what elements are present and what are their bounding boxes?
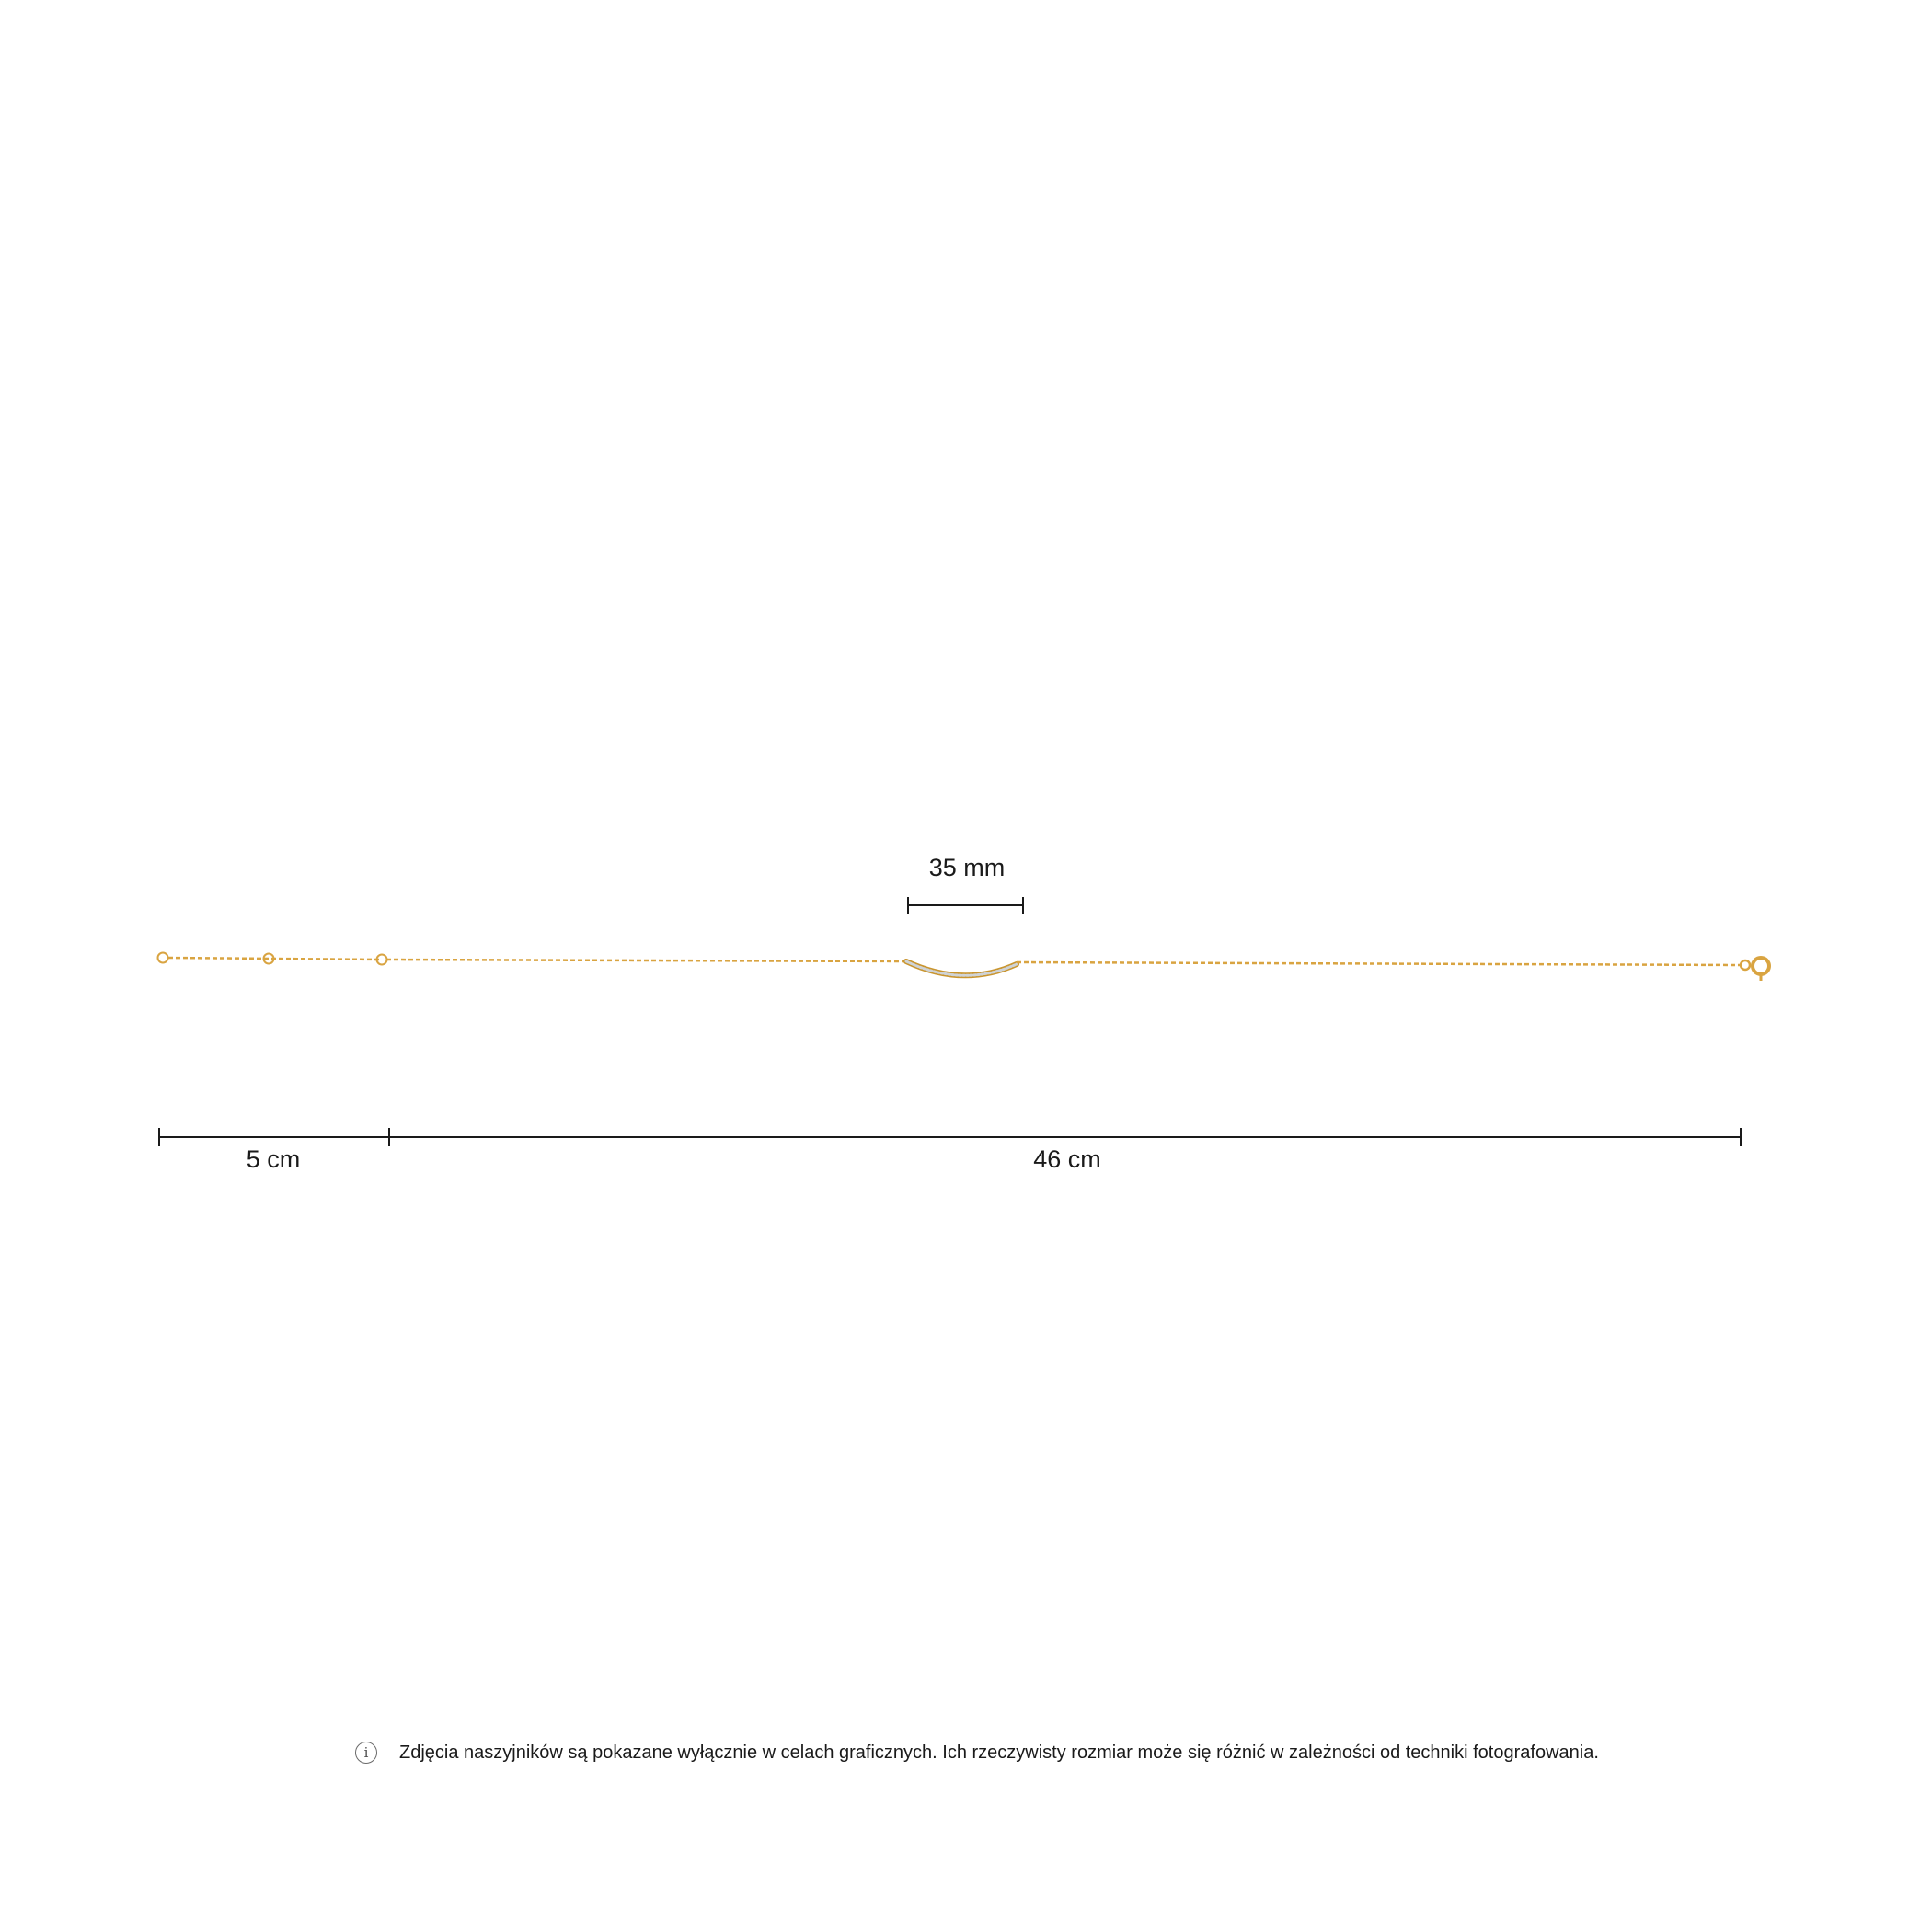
extension-length-label: 5 cm — [246, 1145, 301, 1173]
dimension-line-length — [159, 1128, 1741, 1146]
info-icon: i — [355, 1742, 377, 1764]
necklace-illustration — [158, 953, 1770, 982]
chain-right — [1017, 962, 1742, 965]
spring-ring-clasp-icon — [1741, 958, 1769, 981]
disclaimer — [355, 1742, 1599, 1764]
pendant-bar — [906, 961, 1017, 975]
extension-ring — [158, 953, 168, 963]
disclaimer-text: Zdjęcia naszyjników są pokazane wyłącznie w celach graficznych. Ich rzeczywisty rozmiar może się różnić w zależności od techniki fotografowania. — [399, 1742, 1599, 1763]
chain-left — [386, 960, 906, 961]
chain-length-label: 46 cm — [1033, 1145, 1101, 1173]
dimension-line-pendant — [908, 897, 1023, 914]
pendant-width-label: 35 mm — [928, 854, 1006, 881]
